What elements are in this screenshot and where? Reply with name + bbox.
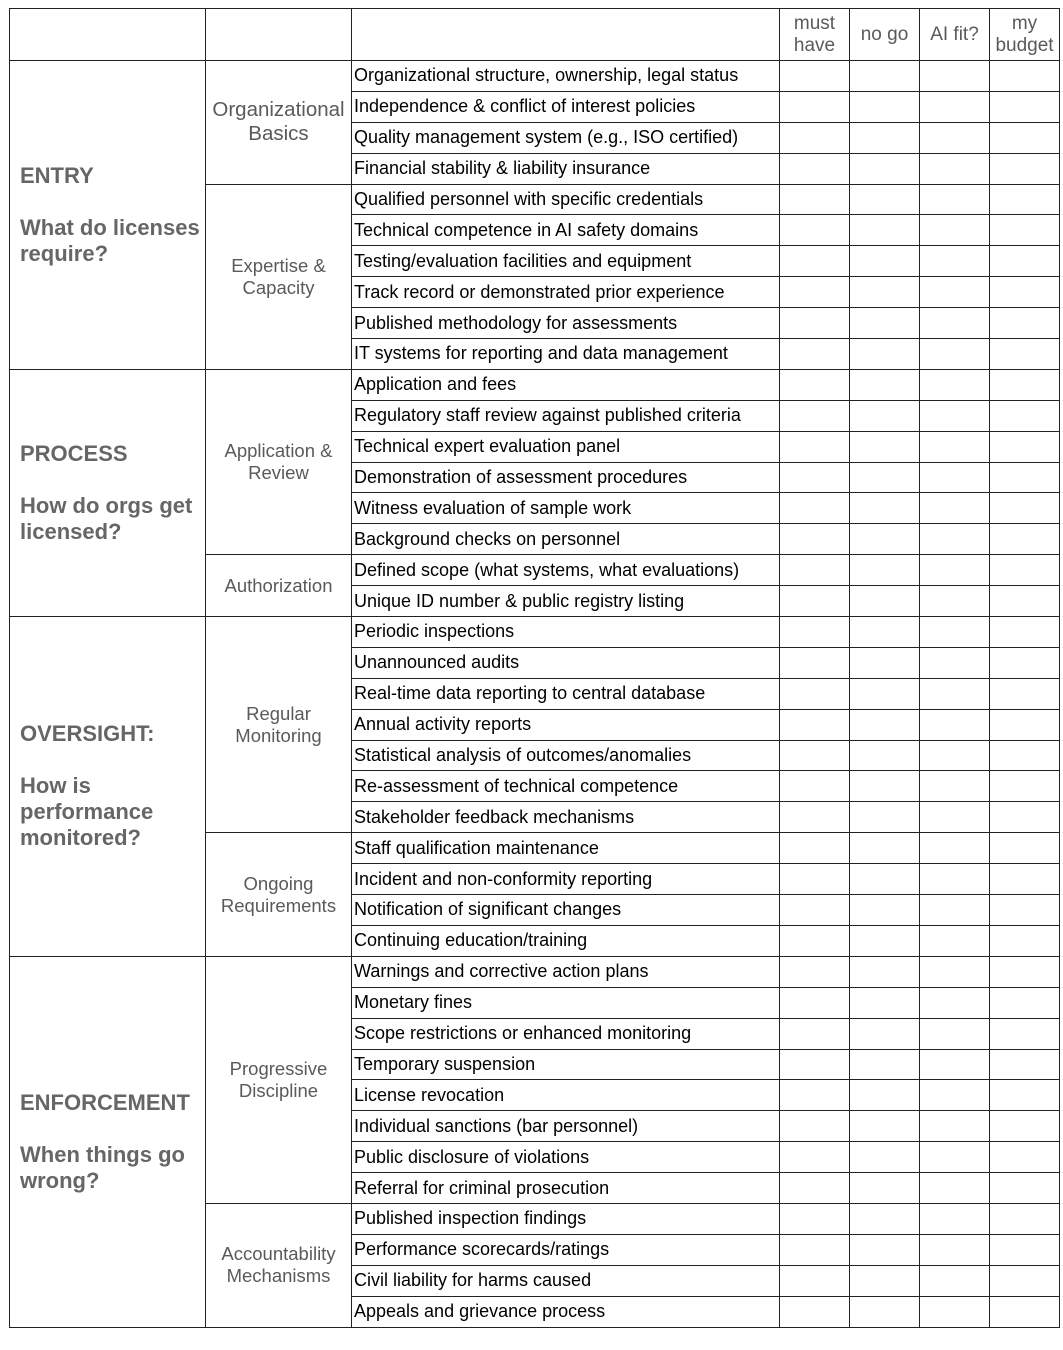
- no-go-cell[interactable]: [850, 369, 920, 400]
- item-label: Published inspection findings: [352, 1203, 780, 1234]
- section-question: How do orgs get licensed?: [20, 492, 193, 544]
- ai-fit-cell[interactable]: [920, 122, 990, 153]
- ai-fit-cell[interactable]: [920, 400, 990, 431]
- my-budget-cell[interactable]: [990, 184, 1060, 215]
- item-label: Staff qualification maintenance: [352, 833, 780, 864]
- must-have-cell[interactable]: [780, 1234, 850, 1265]
- ai-fit-cell[interactable]: [920, 493, 990, 524]
- licensing-checklist-table: [9, 8, 1060, 1328]
- item-label: Technical competence in AI safety domains: [352, 215, 780, 246]
- must-have-cell[interactable]: [780, 122, 850, 153]
- my-budget-cell[interactable]: [990, 1234, 1060, 1265]
- header-ai-fit: AI fit?: [920, 9, 990, 61]
- no-go-cell[interactable]: [850, 678, 920, 709]
- item-label: Demonstration of assessment procedures: [352, 462, 780, 493]
- item-label: IT systems for reporting and data management: [352, 339, 780, 370]
- my-budget-cell[interactable]: [990, 586, 1060, 617]
- group-label: Ongoing Requirements: [206, 833, 352, 957]
- my-budget-cell[interactable]: [990, 802, 1060, 833]
- must-have-cell[interactable]: [780, 524, 850, 555]
- section-question: What do licenses require?: [20, 214, 200, 266]
- no-go-cell[interactable]: [850, 462, 920, 493]
- item-label: License revocation: [352, 1080, 780, 1111]
- no-go-cell[interactable]: [850, 1080, 920, 1111]
- ai-fit-cell[interactable]: [920, 1296, 990, 1327]
- no-go-cell[interactable]: [850, 91, 920, 122]
- item-label: Background checks on personnel: [352, 524, 780, 555]
- must-have-cell[interactable]: [780, 956, 850, 987]
- no-go-cell[interactable]: [850, 215, 920, 246]
- no-go-cell[interactable]: [850, 617, 920, 648]
- item-label: Quality management system (e.g., ISO certified): [352, 122, 780, 153]
- ai-fit-cell[interactable]: [920, 925, 990, 956]
- no-go-cell[interactable]: [850, 895, 920, 926]
- must-have-cell[interactable]: [780, 1296, 850, 1327]
- my-budget-cell[interactable]: [990, 740, 1060, 771]
- item-label: Organizational structure, ownership, legal status: [352, 61, 780, 92]
- header-blank-item: [352, 9, 780, 61]
- my-budget-cell[interactable]: [990, 153, 1060, 184]
- item-label: Statistical analysis of outcomes/anomalies: [352, 740, 780, 771]
- ai-fit-cell[interactable]: [920, 1203, 990, 1234]
- item-label: Financial stability & liability insurance: [352, 153, 780, 184]
- my-budget-cell[interactable]: [990, 864, 1060, 895]
- ai-fit-cell[interactable]: [920, 617, 990, 648]
- must-have-cell[interactable]: [780, 431, 850, 462]
- my-budget-cell[interactable]: [990, 1265, 1060, 1296]
- ai-fit-cell[interactable]: [920, 647, 990, 678]
- ai-fit-cell[interactable]: [920, 277, 990, 308]
- must-have-cell[interactable]: [780, 1142, 850, 1173]
- my-budget-cell[interactable]: [990, 1296, 1060, 1327]
- must-have-cell[interactable]: [780, 215, 850, 246]
- ai-fit-cell[interactable]: [920, 1080, 990, 1111]
- checklist-row: [10, 61, 1060, 92]
- item-label: Notification of significant changes: [352, 895, 780, 926]
- must-have-cell[interactable]: [780, 1080, 850, 1111]
- must-have-cell[interactable]: [780, 277, 850, 308]
- ai-fit-cell[interactable]: [920, 1018, 990, 1049]
- no-go-cell[interactable]: [850, 956, 920, 987]
- must-have-cell[interactable]: [780, 586, 850, 617]
- ai-fit-cell[interactable]: [920, 740, 990, 771]
- item-label: Track record or demonstrated prior experience: [352, 277, 780, 308]
- no-go-cell[interactable]: [850, 833, 920, 864]
- no-go-cell[interactable]: [850, 802, 920, 833]
- ai-fit-cell[interactable]: [920, 1049, 990, 1080]
- must-have-cell[interactable]: [780, 864, 850, 895]
- my-budget-cell[interactable]: [990, 1080, 1060, 1111]
- no-go-cell[interactable]: [850, 122, 920, 153]
- item-label: Testing/evaluation facilities and equipment: [352, 246, 780, 277]
- item-label: Unannounced audits: [352, 647, 780, 678]
- must-have-cell[interactable]: [780, 339, 850, 370]
- must-have-cell[interactable]: [780, 153, 850, 184]
- must-have-cell[interactable]: [780, 462, 850, 493]
- header-must-have: must have: [780, 9, 850, 61]
- my-budget-cell[interactable]: [990, 91, 1060, 122]
- must-have-cell[interactable]: [780, 771, 850, 802]
- section-title: ENFORCEMENT: [20, 1089, 190, 1115]
- no-go-cell[interactable]: [850, 277, 920, 308]
- header-my-budget: my budget: [990, 9, 1060, 61]
- must-have-cell[interactable]: [780, 555, 850, 586]
- item-label: Independence & conflict of interest policies: [352, 91, 780, 122]
- no-go-cell[interactable]: [850, 987, 920, 1018]
- ai-fit-cell[interactable]: [920, 586, 990, 617]
- section-title: OVERSIGHT:: [20, 721, 155, 747]
- my-budget-cell[interactable]: [990, 246, 1060, 277]
- section-cell: [10, 956, 206, 1327]
- my-budget-cell[interactable]: [990, 61, 1060, 92]
- my-budget-cell[interactable]: [990, 709, 1060, 740]
- no-go-cell[interactable]: [850, 864, 920, 895]
- ai-fit-cell[interactable]: [920, 1265, 990, 1296]
- item-label: Re-assessment of technical competence: [352, 771, 780, 802]
- header-blank-section: [10, 9, 206, 61]
- header-blank-group: [206, 9, 352, 61]
- my-budget-cell[interactable]: [990, 833, 1060, 864]
- ai-fit-cell[interactable]: [920, 833, 990, 864]
- item-label: Annual activity reports: [352, 709, 780, 740]
- checklist-row: [10, 956, 1060, 987]
- my-budget-cell[interactable]: [990, 215, 1060, 246]
- must-have-cell[interactable]: [780, 369, 850, 400]
- item-label: Performance scorecards/ratings: [352, 1234, 780, 1265]
- no-go-cell[interactable]: [850, 431, 920, 462]
- checklist-row: [10, 369, 1060, 400]
- must-have-cell[interactable]: [780, 802, 850, 833]
- my-budget-cell[interactable]: [990, 1142, 1060, 1173]
- section-question: When things go wrong?: [20, 1141, 185, 1193]
- no-go-cell[interactable]: [850, 1142, 920, 1173]
- must-have-cell[interactable]: [780, 709, 850, 740]
- item-label: Stakeholder feedback mechanisms: [352, 802, 780, 833]
- my-budget-cell[interactable]: [990, 678, 1060, 709]
- must-have-cell[interactable]: [780, 647, 850, 678]
- ai-fit-cell[interactable]: [920, 339, 990, 370]
- my-budget-cell[interactable]: [990, 1018, 1060, 1049]
- my-budget-cell[interactable]: [990, 1049, 1060, 1080]
- item-label: Monetary fines: [352, 987, 780, 1018]
- section-question: How is performance monitored?: [20, 773, 154, 851]
- ai-fit-cell[interactable]: [920, 1173, 990, 1204]
- group-label: Authorization: [206, 555, 352, 617]
- no-go-cell[interactable]: [850, 555, 920, 586]
- ai-fit-cell[interactable]: [920, 956, 990, 987]
- item-label: Technical expert evaluation panel: [352, 431, 780, 462]
- ai-fit-cell[interactable]: [920, 246, 990, 277]
- item-label: Civil liability for harms caused: [352, 1265, 780, 1296]
- ai-fit-cell[interactable]: [920, 1142, 990, 1173]
- must-have-cell[interactable]: [780, 1203, 850, 1234]
- must-have-cell[interactable]: [780, 1173, 850, 1204]
- my-budget-cell[interactable]: [990, 308, 1060, 339]
- no-go-cell[interactable]: [850, 1203, 920, 1234]
- section-cell: [10, 61, 206, 370]
- ai-fit-cell[interactable]: [920, 895, 990, 926]
- my-budget-cell[interactable]: [990, 462, 1060, 493]
- must-have-cell[interactable]: [780, 308, 850, 339]
- no-go-cell[interactable]: [850, 339, 920, 370]
- ai-fit-cell[interactable]: [920, 369, 990, 400]
- item-label: Real-time data reporting to central database: [352, 678, 780, 709]
- ai-fit-cell[interactable]: [920, 215, 990, 246]
- item-label: Unique ID number & public registry listing: [352, 586, 780, 617]
- item-label: Appeals and grievance process: [352, 1296, 780, 1327]
- no-go-cell[interactable]: [850, 61, 920, 92]
- section-cell: [10, 369, 206, 616]
- item-label: Temporary suspension: [352, 1049, 780, 1080]
- ai-fit-cell[interactable]: [920, 153, 990, 184]
- ai-fit-cell[interactable]: [920, 184, 990, 215]
- ai-fit-cell[interactable]: [920, 61, 990, 92]
- must-have-cell[interactable]: [780, 678, 850, 709]
- no-go-cell[interactable]: [850, 524, 920, 555]
- my-budget-cell[interactable]: [990, 431, 1060, 462]
- item-label: Periodic inspections: [352, 617, 780, 648]
- my-budget-cell[interactable]: [990, 987, 1060, 1018]
- group-label: Regular Monitoring: [206, 617, 352, 833]
- section-cell: [10, 617, 206, 957]
- no-go-cell[interactable]: [850, 1265, 920, 1296]
- item-label: Witness evaluation of sample work: [352, 493, 780, 524]
- must-have-cell[interactable]: [780, 740, 850, 771]
- my-budget-cell[interactable]: [990, 122, 1060, 153]
- my-budget-cell[interactable]: [990, 647, 1060, 678]
- must-have-cell[interactable]: [780, 61, 850, 92]
- ai-fit-cell[interactable]: [920, 1234, 990, 1265]
- item-label: Qualified personnel with specific credentials: [352, 184, 780, 215]
- item-label: Scope restrictions or enhanced monitoring: [352, 1018, 780, 1049]
- ai-fit-cell[interactable]: [920, 91, 990, 122]
- my-budget-cell[interactable]: [990, 1173, 1060, 1204]
- must-have-cell[interactable]: [780, 617, 850, 648]
- no-go-cell[interactable]: [850, 1234, 920, 1265]
- no-go-cell[interactable]: [850, 1173, 920, 1204]
- my-budget-cell[interactable]: [990, 617, 1060, 648]
- my-budget-cell[interactable]: [990, 895, 1060, 926]
- must-have-cell[interactable]: [780, 895, 850, 926]
- group-label: Application & Review: [206, 369, 352, 554]
- must-have-cell[interactable]: [780, 400, 850, 431]
- item-label: Defined scope (what systems, what evaluations): [352, 555, 780, 586]
- must-have-cell[interactable]: [780, 493, 850, 524]
- item-label: Public disclosure of violations: [352, 1142, 780, 1173]
- must-have-cell[interactable]: [780, 1265, 850, 1296]
- checklist-body: [10, 61, 1060, 1328]
- my-budget-cell[interactable]: [990, 400, 1060, 431]
- section-title: PROCESS: [20, 440, 128, 466]
- must-have-cell[interactable]: [780, 833, 850, 864]
- no-go-cell[interactable]: [850, 740, 920, 771]
- must-have-cell[interactable]: [780, 184, 850, 215]
- my-budget-cell[interactable]: [990, 339, 1060, 370]
- no-go-cell[interactable]: [850, 184, 920, 215]
- group-label: Expertise & Capacity: [206, 184, 352, 369]
- no-go-cell[interactable]: [850, 493, 920, 524]
- no-go-cell[interactable]: [850, 246, 920, 277]
- ai-fit-cell[interactable]: [920, 771, 990, 802]
- my-budget-cell[interactable]: [990, 555, 1060, 586]
- item-label: Referral for criminal prosecution: [352, 1173, 780, 1204]
- my-budget-cell[interactable]: [990, 1111, 1060, 1142]
- ai-fit-cell[interactable]: [920, 1111, 990, 1142]
- item-label: Application and fees: [352, 369, 780, 400]
- must-have-cell[interactable]: [780, 1018, 850, 1049]
- checklist-row: [10, 617, 1060, 648]
- item-label: Incident and non-conformity reporting: [352, 864, 780, 895]
- ai-fit-cell[interactable]: [920, 678, 990, 709]
- no-go-cell[interactable]: [850, 586, 920, 617]
- ai-fit-cell[interactable]: [920, 555, 990, 586]
- must-have-cell[interactable]: [780, 246, 850, 277]
- must-have-cell[interactable]: [780, 1049, 850, 1080]
- no-go-cell[interactable]: [850, 925, 920, 956]
- must-have-cell[interactable]: [780, 987, 850, 1018]
- my-budget-cell[interactable]: [990, 1203, 1060, 1234]
- no-go-cell[interactable]: [850, 1049, 920, 1080]
- my-budget-cell[interactable]: [990, 493, 1060, 524]
- ai-fit-cell[interactable]: [920, 864, 990, 895]
- item-label: Continuing education/training: [352, 925, 780, 956]
- my-budget-cell[interactable]: [990, 524, 1060, 555]
- no-go-cell[interactable]: [850, 709, 920, 740]
- my-budget-cell[interactable]: [990, 956, 1060, 987]
- no-go-cell[interactable]: [850, 771, 920, 802]
- ai-fit-cell[interactable]: [920, 431, 990, 462]
- ai-fit-cell[interactable]: [920, 987, 990, 1018]
- no-go-cell[interactable]: [850, 1018, 920, 1049]
- item-label: Individual sanctions (bar personnel): [352, 1111, 780, 1142]
- item-label: Warnings and corrective action plans: [352, 956, 780, 987]
- section-title: ENTRY: [20, 162, 94, 188]
- group-label: Accountability Mechanisms: [206, 1203, 352, 1327]
- no-go-cell[interactable]: [850, 1296, 920, 1327]
- my-budget-cell[interactable]: [990, 771, 1060, 802]
- no-go-cell[interactable]: [850, 400, 920, 431]
- header-row: [10, 9, 1060, 61]
- ai-fit-cell[interactable]: [920, 308, 990, 339]
- ai-fit-cell[interactable]: [920, 802, 990, 833]
- ai-fit-cell[interactable]: [920, 709, 990, 740]
- my-budget-cell[interactable]: [990, 277, 1060, 308]
- my-budget-cell[interactable]: [990, 925, 1060, 956]
- item-label: Regulatory staff review against published criteria: [352, 400, 780, 431]
- my-budget-cell[interactable]: [990, 369, 1060, 400]
- no-go-cell[interactable]: [850, 647, 920, 678]
- group-label: Organizational Basics: [206, 61, 352, 185]
- must-have-cell[interactable]: [780, 91, 850, 122]
- item-label: Published methodology for assessments: [352, 308, 780, 339]
- group-label: Progressive Discipline: [206, 956, 352, 1203]
- ai-fit-cell[interactable]: [920, 524, 990, 555]
- no-go-cell[interactable]: [850, 1111, 920, 1142]
- no-go-cell[interactable]: [850, 153, 920, 184]
- header-no-go: no go: [850, 9, 920, 61]
- must-have-cell[interactable]: [780, 1111, 850, 1142]
- no-go-cell[interactable]: [850, 308, 920, 339]
- must-have-cell[interactable]: [780, 925, 850, 956]
- ai-fit-cell[interactable]: [920, 462, 990, 493]
